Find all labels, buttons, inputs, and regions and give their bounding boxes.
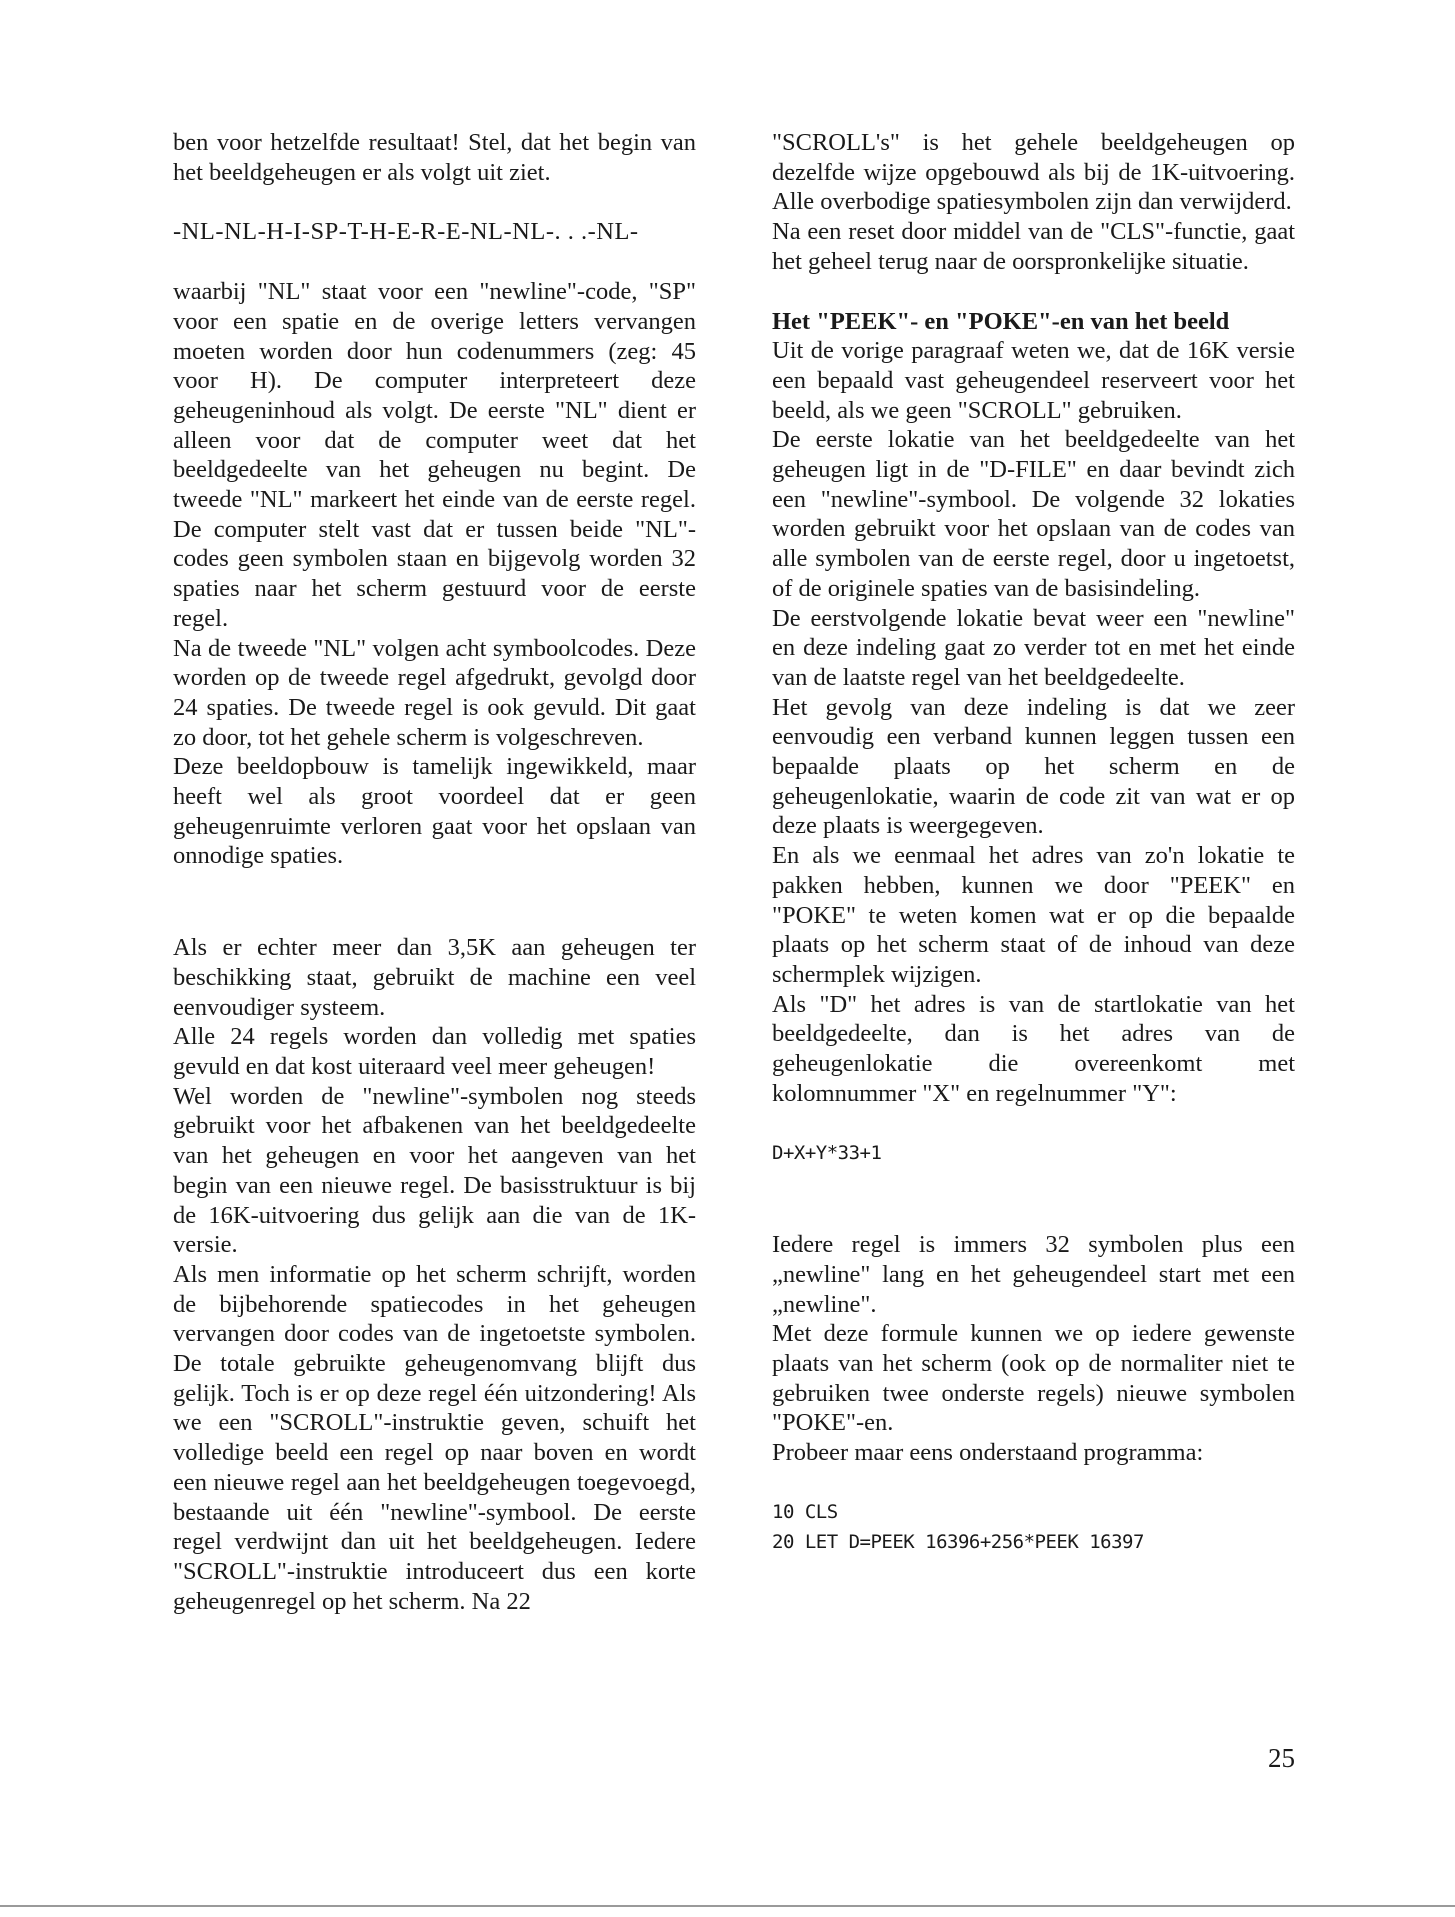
page-number: 25 [1268, 1743, 1295, 1773]
paragraph: Met deze formule kunnen we op iedere gewenste plaats van het scherm (ook op de normaliter niet te gebruiken twee onderste regels) nieuwe symbolen "POKE"-en. [772, 1320, 1295, 1437]
spacer [173, 871, 696, 933]
paragraph: waarbij "NL" staat voor een "newline"-code, "SP" voor een spatie en de overige letters vervangen moeten worden door hun codenummers (zeg: 45 voor H). De computer interpreteert deze geheugeninhoud als volgt. De eerste "NL" dient er alleen voor dat de computer weet dat het beeldgedeelte van het geheugen nu begint. De tweede "NL" markeert het einde van de eerste regel. De computer stelt vast dat er tussen beide "NL"-codes geen symbolen staan en bijgevolg worden 32 spaties naar het scherm gestuurd voor de eerste regel. [173, 278, 696, 632]
spacer [772, 277, 1295, 307]
paragraph: Het gevolg van deze indeling is dat we zeer eenvoudig een verband kunnen leggen tussen een bepaalde plaats op het scherm en de geheugenlokatie, waarin de code zit van wat er op deze plaats is weergegeven. [772, 693, 1295, 840]
paragraph: Als er echter meer dan 3,5K aan geheugen ter beschikking staat, gebruikt de machine een veel eenvoudiger systeem. [173, 934, 696, 1021]
paragraph: Wel worden de "newline"-symbolen nog steeds gebruikt voor het afbakenen van het beeldgedeelte van het geheugen en voor het aangeven van het begin van een nieuwe regel. De basisstruktuur is bij de 16K-uitvoering dus gelijk aan die van de 1K-versie. [173, 1082, 696, 1259]
code-line: 10 CLS [772, 1500, 838, 1523]
paragraph: "SCROLL's" is het gehele beeldgeheugen op dezelfde wijze opgebouwd als bij de 1K-uitvoering. Alle overbodige spatiesymbolen zijn dan verwijderd. [772, 129, 1295, 216]
memory-sequence: -NL-NL-H-I-SP-T-H-E-R-E-NL-NL-. . .-NL- [173, 218, 639, 246]
paragraph: En als we eenmaal het adres van zo'n lokatie te pakken hebben, kunnen we door "PEEK" en "POKE" te weten komen wat er op die bepaalde plaats op het scherm staat of de inhoud van deze schermplek wijzigen. [772, 842, 1295, 988]
spacer [173, 247, 696, 277]
paragraph: De eerste lokatie van het beeldgedeelte van het geheugen ligt in de "D-FILE" en daar bevindt zich een "newline"-symbool. De volgende 32 lokaties worden gebruikt voor het opslaan van de codes van alle symbolen van de eerste regel, door u ingetoetst, of de originele spaties van de basisindeling. [772, 426, 1295, 602]
paragraph: ben voor hetzelfde resultaat! Stel, dat het begin van het beeldgeheugen er als volgt uit ziet. [173, 129, 696, 186]
paragraph: Probeer maar eens onderstaand programma: [772, 1439, 1204, 1467]
paragraph: Iedere regel is immers 32 symbolen plus een „newline" lang en het geheugendeel start met een „newline". [772, 1231, 1295, 1318]
bottom-rule [0, 1905, 1455, 1907]
section-heading: Het "PEEK"- en "POKE"-en van het beeld [772, 307, 1230, 335]
spacer [772, 1468, 1295, 1498]
left-column [173, 128, 696, 1616]
right-column [772, 128, 1295, 1557]
paragraph: Uit de vorige paragraaf weten we, dat de 16K versie een bepaald vast geheugendeel reserveert voor het beeld, als we geen "SCROLL" gebruiken. [772, 337, 1295, 424]
spacer [772, 1168, 1295, 1230]
paragraph: Alle 24 regels worden dan volledig met spaties gevuld en dat kost uiteraard veel meer geheugen! [173, 1023, 696, 1080]
paragraph: Als "D" het adres is van de startlokatie van het beeldgedeelte, dan is het adres van de geheugenlokatie die overeenkomt met kolomnummer "X" en regelnummer "Y": [772, 990, 1295, 1107]
paragraph: Na een reset door middel van de "CLS"-functie, gaat het geheel terug naar de oorspronkelijke situatie. [772, 218, 1295, 275]
paragraph: Deze beeldopbouw is tamelijk ingewikkeld, maar heeft wel als groot voordeel dat er geen geheugenruimte verloren gaat voor het opslaan van onnodige spaties. [173, 753, 696, 870]
code-line: D+X+Y*33+1 [772, 1141, 882, 1164]
spacer [173, 187, 696, 217]
paragraph: Na de tweede "NL" volgen acht symboolcodes. Deze worden op de tweede regel afgedrukt, gevolgd door 24 spaties. De tweede regel is ook gevuld. Dit gaat zo door, tot het gehele scherm is volgeschreven. [173, 634, 696, 751]
spacer [772, 1109, 1295, 1139]
paragraph: Als men informatie op het scherm schrijft, worden de bijbehorende spatiecodes in het geheugen vervangen door codes van de ingetoetste symbolen. De totale gebruikte geheugenomvang blijft dus gelijk. Toch is er op deze regel één uitzondering! Als we een "SCROLL"-instruktie geven, schuift het volledige beeld een regel op naar boven en wordt een nieuwe regel aan het beeldgeheugen toegevoegd, bestaande uit één "newline"-symbool. De eerste regel verdwijnt dan uit het beeldgeheugen. Iedere "SCROLL"-instruktie introduceert dus een korte geheugenregel op het scherm. Na 22 [173, 1260, 696, 1615]
paragraph: De eerstvolgende lokatie bevat weer een "newline" en deze indeling gaat zo verder tot en met het einde van de laatste regel van het beeldgedeelte. [772, 604, 1295, 691]
code-line: 20 LET D=PEEK 16396+256*PEEK 16397 [772, 1530, 1144, 1553]
